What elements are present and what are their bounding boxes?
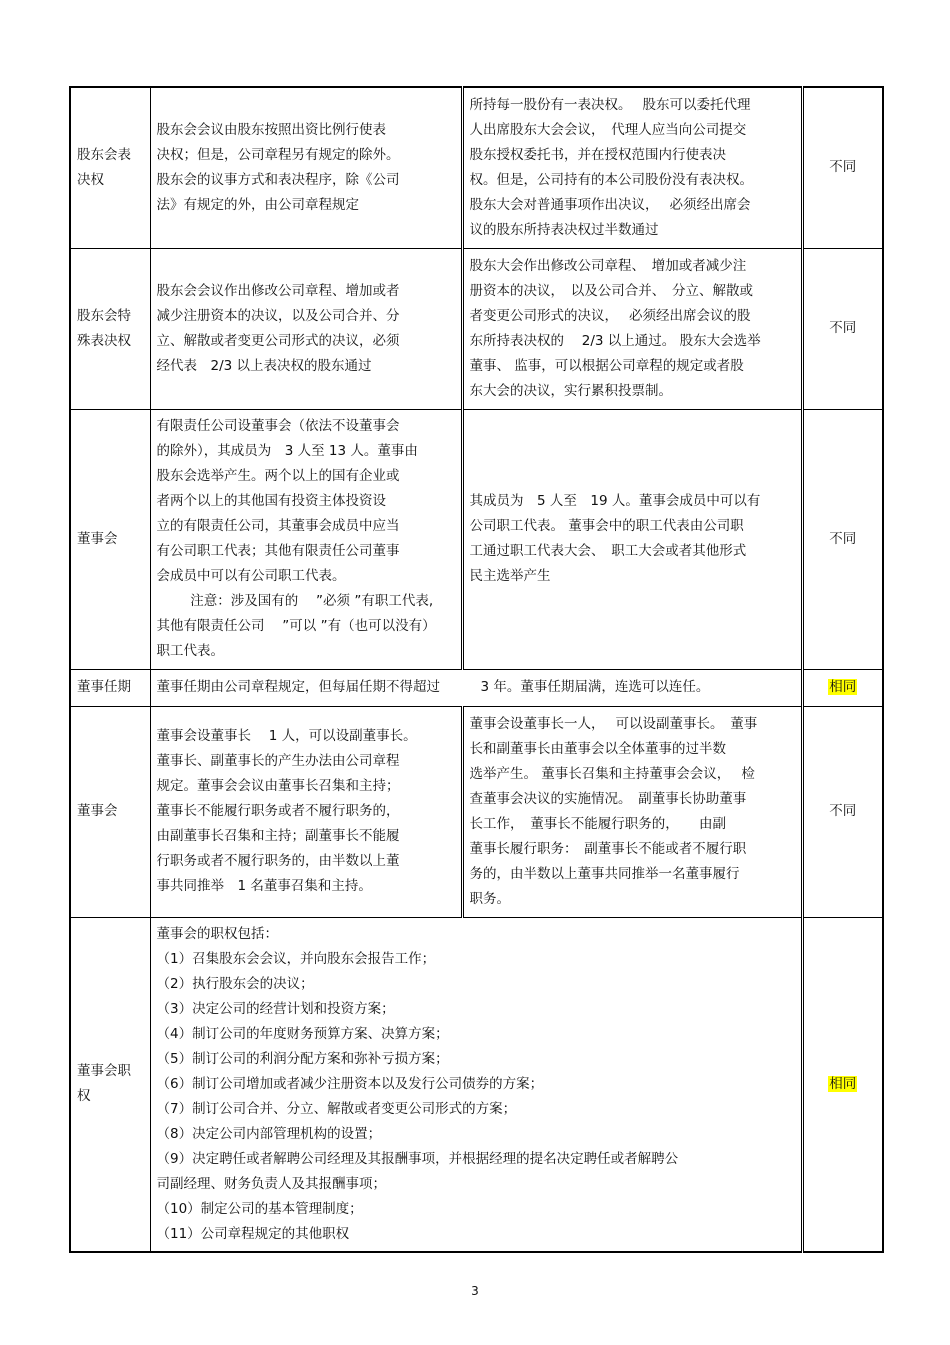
company-law-llc-cell — [150, 87, 462, 248]
text-line: 职务。 — [469, 890, 510, 907]
row-label — [70, 248, 150, 409]
note-line: 职工代表。 — [156, 643, 224, 659]
text-line: 决权；但是，公司章程另有规定的除外。 — [156, 146, 400, 163]
page-number: 3 — [471, 1284, 479, 1298]
text-line: 东大会的决议，实行累积投票制。 — [469, 382, 672, 399]
text-line: 长工作， 董事长不能履行职务的， 由副 — [469, 815, 726, 832]
table-row — [70, 248, 883, 409]
text-line: （7）制订公司合并、分立、解散或者变更公司形式的方案； — [156, 1100, 517, 1117]
text-line: 股东大会作出修改公司章程、 增加或者减少注 — [469, 257, 747, 274]
label-line: 董事会 — [77, 530, 118, 547]
text-line: 董事长、副董事长的产生办法由公司章程 — [156, 753, 400, 769]
text-line: 民主选举产生 — [469, 568, 551, 584]
label-line: 殊表决权 — [77, 332, 131, 349]
text-line: 董事长履行职务： 副董事长不能或者不履行职 — [469, 840, 747, 857]
row-label — [70, 917, 150, 1252]
highlighted-result: 相同 — [829, 679, 857, 695]
text-line: 股东会的议事方式和表决程序，除《公司 — [156, 171, 400, 188]
text-line: 司副经理、财务负责人及其报酬事项； — [156, 1175, 386, 1192]
text-line: 东所持表决权的 2/3 以上通过。 股东大会选举 — [469, 332, 761, 349]
company-law-jsc-cell — [462, 248, 802, 409]
label-line: 董事会 — [77, 803, 118, 819]
text-line: 事共同推举 1 名董事召集和主持。 — [156, 878, 372, 894]
row-label — [70, 87, 150, 248]
text-line: 者两个以上的其他国有投资主体投资设 — [156, 493, 386, 509]
text-line: 册资本的决议， 以及公司合并、 分立、解散或 — [469, 282, 753, 299]
text-line: 经代表 2/3 以上表决权的股东通过 — [156, 357, 372, 374]
comparison-result: 不同 — [802, 706, 883, 917]
table-row — [70, 917, 883, 1252]
company-law-jsc-cell — [462, 409, 802, 669]
comparison-result: 不同 — [802, 409, 883, 669]
table-row — [70, 706, 883, 917]
text-line: 减少注册资本的决议，以及公司合并、分 — [156, 307, 400, 324]
text-line: 由副董事长召集和主持；副董事长不能履 — [156, 828, 400, 844]
label-line: 董事任期 — [77, 679, 131, 695]
text-line: 有公司职工代表；其他有限责任公司董事 — [156, 543, 400, 559]
text-line: （10）制定公司的基本管理制度； — [156, 1200, 363, 1217]
label-line: 董事会职 — [77, 1063, 131, 1080]
text-line: 股东授权委托书，并在授权范围内行使表决 — [469, 146, 726, 163]
company-law-llc-cell — [150, 248, 462, 409]
note-line: 注意：涉及国有的 ”必须 ”有职工代表, — [190, 593, 434, 609]
text-line: 会成员中可以有公司职工代表。 — [156, 568, 346, 584]
text-line: 者变更公司形式的决议， 必须经出席会议的股 — [469, 307, 751, 324]
comparison-result — [802, 669, 883, 706]
text-line: 股东会会议由股东按照出资比例行使表 — [156, 121, 386, 138]
text-line: （3）决定公司的经营计划和投资方案； — [156, 1000, 395, 1017]
text-line: 董事会的职权包括： — [156, 925, 278, 942]
note-line: 其他有限责任公司 ”可以 ”有（也可以没有） — [156, 618, 436, 634]
text-line: 董事、 监事，可以根据公司章程的规定或者股 — [469, 357, 744, 374]
company-law-llc-cell — [150, 706, 462, 917]
text-line: 行职务或者不履行职务的，由半数以上董 — [156, 853, 400, 869]
text-line: 权。但是，公司持有的本公司股份没有表决权。 — [469, 171, 753, 188]
comparison-result: 不同 — [802, 248, 883, 409]
board-powers-cell — [150, 917, 802, 1252]
label-line: 股东会表 — [77, 146, 131, 163]
text-line: （9）决定聘任或者解聘公司经理及其报酬事项，并根据经理的提名决定聘任或者解聘公 — [156, 1150, 679, 1167]
text-line: 法》有规定的外，由公司章程规定 — [156, 196, 359, 213]
text-line: 董事会设董事长一人， 可以设副董事长。 董事 — [469, 715, 758, 732]
text-line: （8）决定公司内部管理机构的设置； — [156, 1125, 382, 1142]
row-label — [70, 409, 150, 669]
text-line: 查董事会决议的实施情况。 副董事长协助董事 — [469, 790, 747, 807]
text-line: 的除外），其成员为 3 人至 13 人。董事由 — [156, 443, 418, 459]
row-label — [70, 706, 150, 917]
text-line: 有限责任公司设董事会（依法不设董事会 — [156, 418, 400, 434]
text-line: 股东会选举产生。两个以上的国有企业或 — [156, 468, 400, 484]
text-line: 工通过职工代表大会、 职工大会或者其他形式 — [469, 543, 747, 559]
text-line: 长和副董事长由董事会以全体董事的过半数 — [469, 740, 726, 757]
text-line: 董事长不能履行职务或者不履行职务的， — [156, 803, 400, 819]
text-line: 股东会会议作出修改公司章程、增加或者 — [156, 282, 400, 299]
text-line: 立的有限责任公司，其董事会成员中应当 — [156, 518, 400, 534]
text-line: （1）召集股东会会议，并向股东会报告工作； — [156, 950, 436, 967]
text-line: （5）制订公司的利润分配方案和弥补亏损方案； — [156, 1050, 449, 1067]
company-law-jsc-cell — [462, 87, 802, 248]
text-line: 立、解散或者变更公司形式的决议，必须 — [156, 332, 400, 349]
text-line: 股东大会对普通事项作出决议， 必须经出席会 — [469, 196, 751, 213]
text-line: 规定。董事会会议由董事长召集和主持； — [156, 778, 400, 794]
text-line: （11）公司章程规定的其他职权 — [156, 1225, 350, 1242]
table-row — [70, 669, 883, 706]
text-line: 公司职工代表。 董事会中的职工代表由公司职 — [469, 518, 744, 534]
text-line: 其成员为 5 人至 19 人。董事会成员中可以有 — [469, 493, 761, 509]
company-law-jsc-cell — [462, 706, 802, 917]
text-line: 务的，由半数以上董事共同推举一名董事履行 — [469, 865, 740, 882]
comparison-table — [69, 86, 884, 1253]
text-line: 人出席股东大会会议， 代理人应当向公司提交 — [469, 121, 747, 138]
company-law-llc-cell — [150, 409, 462, 669]
text-line: （4）制订公司的年度财务预算方案、决算方案； — [156, 1025, 449, 1042]
label-line: 股东会特 — [77, 307, 131, 324]
table-row — [70, 87, 883, 248]
highlighted-result: 相同 — [829, 1075, 857, 1092]
label-line: 决权 — [77, 171, 104, 188]
text-line: 董事会设董事长 1 人，可以设副董事长。 — [156, 728, 417, 744]
table-row — [70, 409, 883, 669]
text-line: （2）执行股东会的决议； — [156, 975, 314, 992]
text-line: 选举产生。 董事长召集和主持董事会会议， 检 — [469, 765, 755, 782]
text-line: 议的股东所持表决权过半数通过 — [469, 221, 659, 238]
text-line: 所持每一股份有一表决权。 股东可以委托代理 — [469, 96, 751, 113]
row-label — [70, 669, 150, 706]
comparison-result: 不同 — [802, 87, 883, 248]
comparison-result — [802, 917, 883, 1252]
merged-content-cell: 董事任期由公司章程规定，但每届任期不得超过 3 年。董事任期届满，连选可以连任。 — [150, 669, 802, 706]
text-line: （6）制订公司增加或者减少注册资本以及发行公司债券的方案； — [156, 1075, 544, 1092]
label-line: 权 — [77, 1088, 91, 1105]
